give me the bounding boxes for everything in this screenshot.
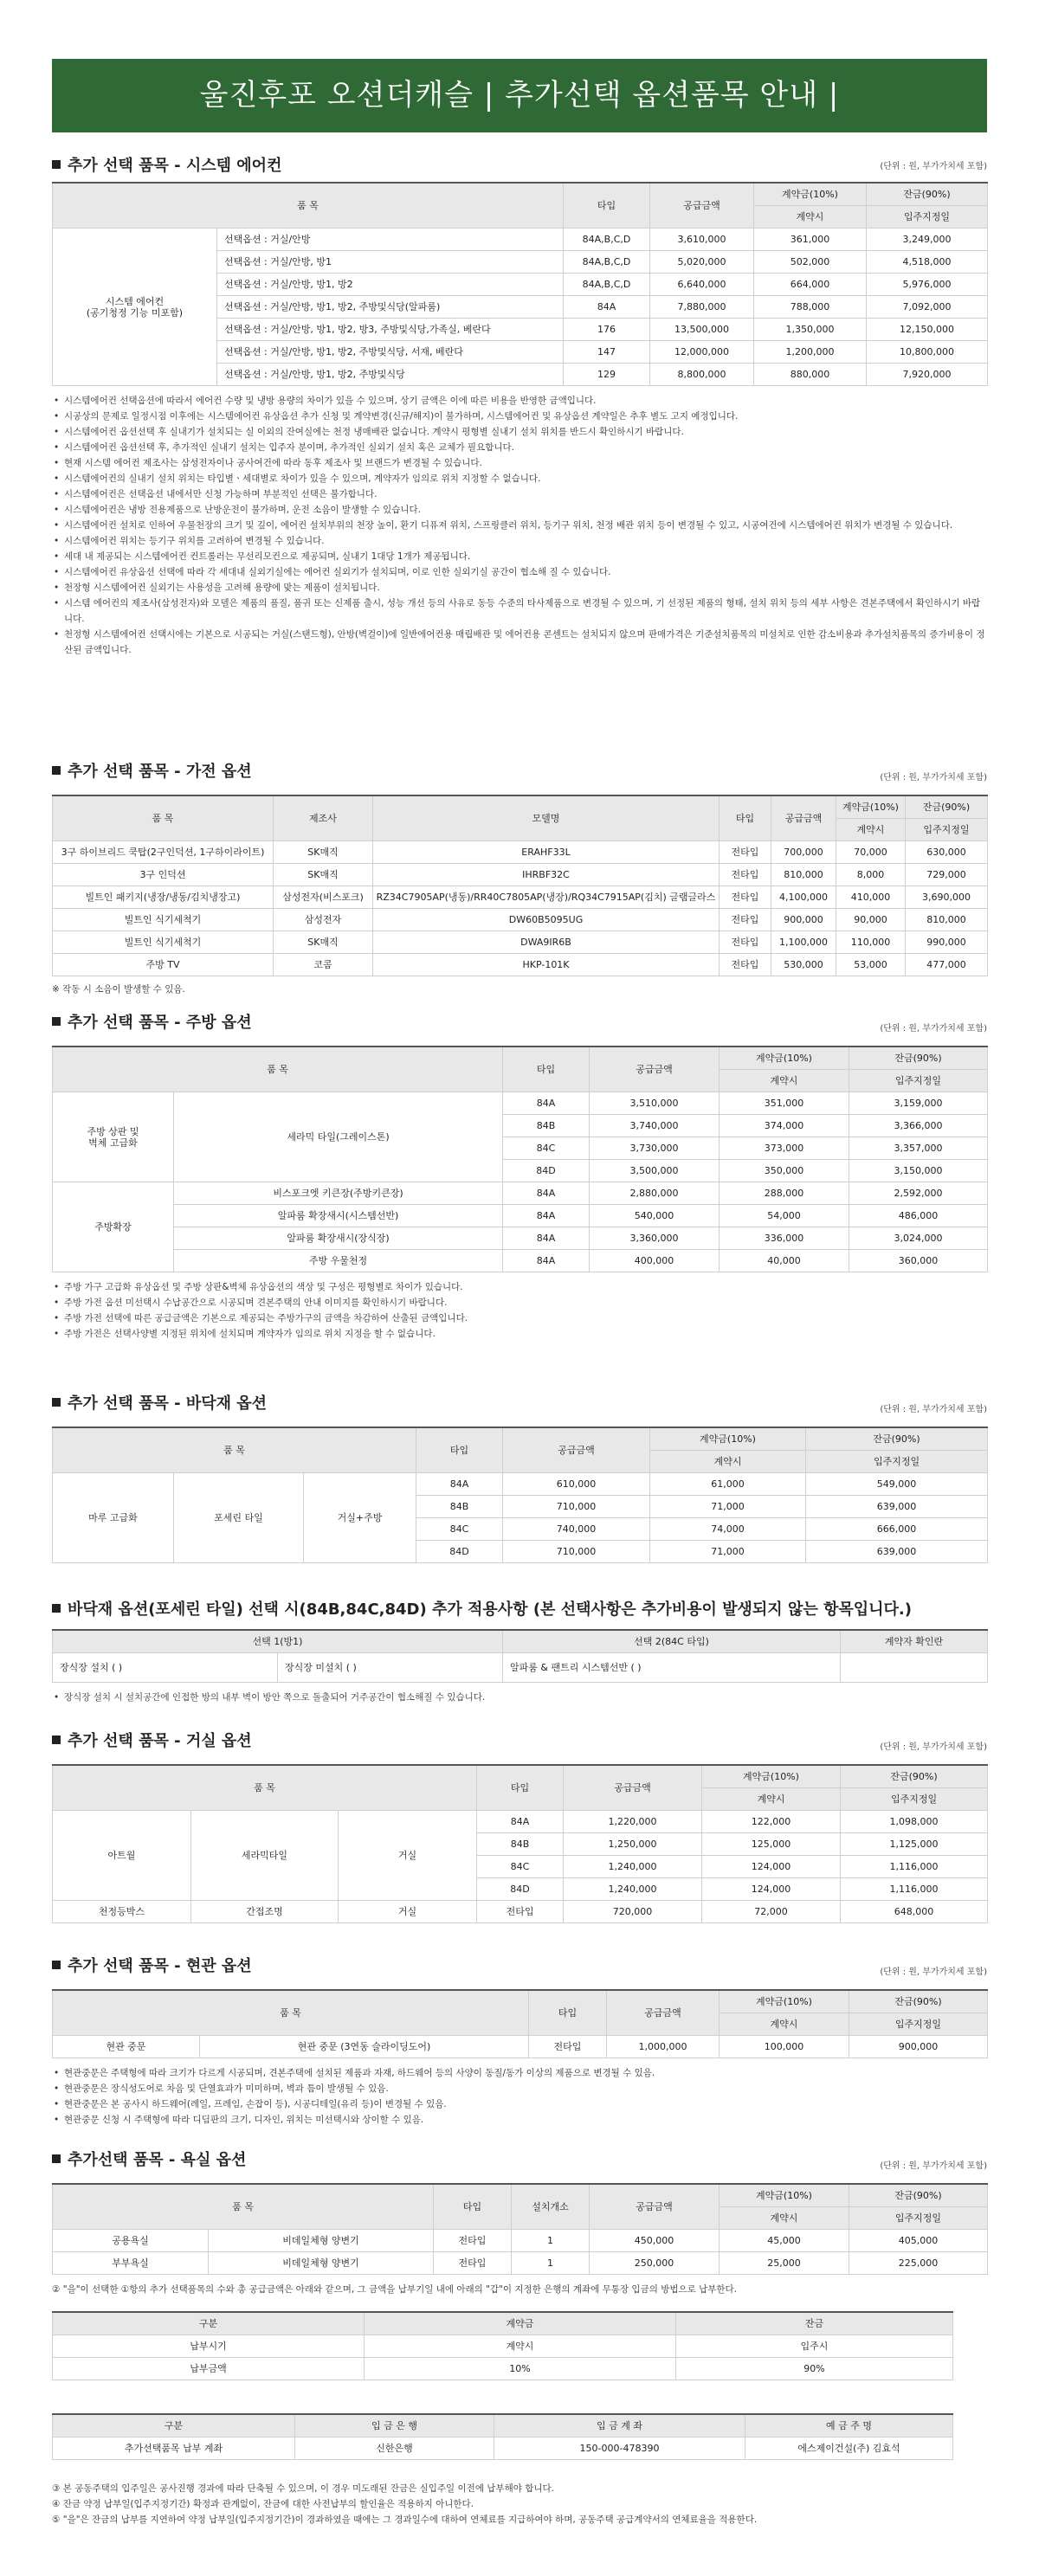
bath-table: 품 목 타입 설치개소 공급금액 계약금(10%) 잔금(90%) 계약시 입주지정일 공용욕실 비데일체형 양변기 전타입 1 450,000 45,000 405,000 부부욕실 비데일체형 양변기 전타입 1 250,000 25,000 225,000 (52, 2183, 988, 2275)
table-row: 선택옵션 : 거실/안방, 방1, 방2, 주방및식당, 서재, 베란다 147 12,000,000 1,200,000 10,800,000 (53, 341, 988, 364)
entrance-table: 품 목 타입 공급금액 계약금(10%) 잔금(90%) 계약시 입주지정일 현관 중문 현관 중문 (3연동 슬라이딩도어) 전타입 1,000,000 100,000 900,000 (52, 1989, 988, 2058)
section-title: 추가 선택 품목 - 바닥재 옵션 (52, 1394, 987, 1414)
payment-table: 구분 계약금 잔금 납부시기 계약시 입주시 납부금액 10% 90% (52, 2311, 953, 2380)
kitchen-section (52, 1013, 987, 1342)
kitchen-notes: • 주방 가구 고급화 유상옵션 및 주방 상판&벽체 유상옵션의 색상 및 구성은 평형별로 차이가 있습니다. • 주방 가전 옵션 미선택시 수납공간으로 시공되며 견본주택의 안내 이미지를 확인하시기 바랍니다. • 주방 가전 선택에 따른 공급금액은 기본으로 제공되는 주방가구의 금액을 차감하여 산출된 금액입니다. • 주방 가전은 선택사양별 지정된 위치에 설치되며 계약자가 임의로 위치 지정을 할 수 없습니다. (52, 1279, 987, 1342)
living-section (52, 1731, 987, 1923)
living-table: 품 목 타입 공급금액 계약금(10%) 잔금(90%) 계약시 입주지정일 아트월 세라믹타일 거실 84A 1,220,000 122,000 1,098,000 84B 1,250,000 125,000 1,125,000 84C 1,240,000 124,000 1,116,000 84D 1,240,000 124,000 1,116,000 천정등박스 간접조명 거실 전타입 720,000 72,000 648,000 (52, 1764, 988, 1923)
table-row: 84D 1,240,000 124,000 1,116,000 (53, 1878, 988, 1901)
table-row: 선택옵션 : 거실/안방, 방1 84A,B,C,D 5,020,000 502,000 4,518,000 (53, 251, 988, 274)
section-title: 추가 선택 품목 - 시스템 에어컨 (52, 156, 987, 177)
table-row: 84C 740,000 74,000 666,000 (53, 1518, 988, 1541)
table-row: 아트월 세라믹타일 거실 84A 1,220,000 122,000 1,098,000 (53, 1811, 988, 1833)
table-row: 천정등박스 간접조명 거실 전타입 720,000 72,000 648,000 (53, 1901, 988, 1923)
table-row: 시스템 에어컨 (공기청정 기능 미포함) 선택옵션 : 거실/안방 84A,B,C,D 3,610,000 361,000 3,249,000 (53, 229, 988, 251)
payment-section (52, 2311, 952, 2380)
table-row: 알파룸 확장새시(장식장) 84A 3,360,000 336,000 3,024,000 (53, 1227, 988, 1250)
table-row: 빌트인 식기세척기 삼성전자 DW60B5095UG 전타입 900,000 90,000 810,000 (53, 909, 988, 931)
cabinet-no-install-check[interactable]: 장식장 미설치 ( ) (278, 1653, 503, 1683)
table-row: 주방 TV 코콤 HKP-101K 전타입 530,000 53,000 477,000 (53, 954, 988, 976)
tile-note-table: 선택 1(방1) 선택 2(84C 타입) 계약자 확인란 장식장 설치 ( ) 장식장 미설치 ( ) 알파룸 & 팬트리 시스템선반 ( ) (52, 1629, 988, 1683)
section-title: 추가 선택 품목 - 가전 옵션 (52, 762, 987, 782)
table-row: 주방 우물천정 84A 400,000 40,000 360,000 (53, 1250, 988, 1272)
table-row: 84C 1,240,000 124,000 1,116,000 (53, 1856, 988, 1878)
bath-note: ② "을"이 선택한 ①항의 추가 선택품목의 수와 총 공급금액은 아래와 같으며, 그 금액을 납부기일 내에 아래의 "갑"이 지정한 은행의 계좌에 무통장 입금의 방법으로 납부한다. (52, 2284, 738, 2295)
entrance-notes: • 현관중문은 주택형에 따라 크기가 다르게 시공되며, 견본주택에 설치된 제품과 자재, 하드웨어 등의 사양이 동질/동가 이상의 제품으로 변경될 수 있음. • 현관중문은 장식성도어로 차음 및 단열효과가 미미하며, 벽과 틈이 발생될 수 있음. • 현관중문은 본 공사시 하드웨어(레일, 프레임, 손잡이 등), 시공디테일(유리 등)이 변경될 수 있음. • 현관중문 신청 시 주택형에 따라 디딤판의 크기, 디자인, 위치는 미선택시와 상이할 수 있음. (52, 2065, 987, 2128)
table-row: 선택옵션 : 거실/안방, 방1, 방2, 주방및식당 129 8,800,000 880,000 7,920,000 (53, 364, 988, 386)
table-row: 부부욕실 비데일체형 양변기 전타입 1 250,000 25,000 225,000 (53, 2252, 988, 2275)
table-row: 주방 상판 및 벽체 고급화 세라믹 타일(그레이스톤) 84A 3,510,000 351,000 3,159,000 (53, 1092, 988, 1115)
page-title: 울진후포 오션더캐슬 | 추가선택 옵션품목 안내 | (52, 59, 987, 132)
table-row: 빌트인 식기세척기 SK매직 DWA9IR6B 전타입 1,100,000 110,000 990,000 (53, 931, 988, 954)
tile-notes: • 장식장 설치 시 설치공간에 인접한 방의 내부 벽이 방안 쪽으로 돌출되어 거주공간이 협소해질 수 있습니다. (52, 1690, 987, 1705)
floor-table: 품 목 타입 공급금액 계약금(10%) 잔금(90%) 계약시 입주지정일 마루 고급화 포세린 타일 거실+주방 84A 610,000 61,000 549,000 84B 710,000 71,000 639,000 84C 740,000 74,000 666,000 84D 710,000 71,000 639,000 (52, 1426, 988, 1563)
table-row: 84C 3,730,000 373,000 3,357,000 (53, 1137, 988, 1160)
table-row: 84B 710,000 71,000 639,000 (53, 1496, 988, 1518)
unit-label: (단위 : 원, 부가가치세 포함) (880, 1967, 987, 1977)
aircon-notes: • 시스템에어컨 선택옵션에 따라서 에어컨 수량 및 냉방 용량의 차이가 있을 수 있으며, 상기 금액은 이에 따른 비용을 반영한 금액입니다. • 시공상의 문제로 일정시점 이후에는 시스템에어컨 유상옵션 추가 신청 및 계약변경(신규/해지)이 불가하며, 시스템에어컨 및 유상옵션 계약일은 추후 별도 고지 예정입니다. • 시스템에어컨 옵션선택 후 실내기가 설치되는 실 이외의 잔여실에는 천정 냉매배관 없습니다. 계약시 평형별 실내기 설치 위치를 반드시 확인하시기 바랍니다. • 시스템에어컨 옵션선택 후, 추가적인 실내기 설치는 입주자 분이며, 추가적인 실외기 설치 혹은 교체가 필요합니다. • 현재 시스템 에어컨 제조사는 삼성전자이나 공사여건에 따라 동후 제조사 및 브랜드가 변경될 수 있습니다. • 시스템에어컨의 실내기 설치 위치는 타입별ㆍ세대별로 차이가 있을 수 있으며, 계약자가 임의로 위치 지정할 수 없습니다. • 시스템에어컨은 선택옵션 내에서만 신청 가능하며 부분적인 선택은 불가합니다. • 시스템에어컨은 냉방 전용제품으로 난방운전이 불가하며, 운전 소음이 발생할 수 있습니다. • 시스템에어컨 설치로 인하여 우물천장의 크기 및 깊이, 에어컨 설치부위의 천장 높이, 환기 디퓨져 위치, 스프링클러 위치, 등기구 위치, 천정 배관 위치 등이 변경될 수 있고, 시공여건에 시스템에어컨 위치가 변경될 수 있습니다. • 시스템에어컨 위치는 등기구 위치를 고려하여 변경될 수 있습니다. • 세대 내 제공되는 시스템에어컨 컨트롤러는 무선리모컨으로 제공되며, 실내기 1대당 1개가 제공됩니다. • 시스템에어컨 유상옵션 선택에 따라 각 세대내 실외기실에는 에어컨 실외기가 설치되며, 이로 인한 실외기실 공간이 협소해 질 수 있습니다. • 천장형 시스템에어컨 실외기는 사용성을 고려해 용량에 맞는 제품이 설치됩니다. • 시스템 에어컨의 제조사(삼성전자)와 모델은 제품의 품질, 품귀 또는 신제품 출시, 성능 개선 등의 사유로 동등 수준의 타사제품으로 변경될 수 있으며, 기 선정된 제품의 형태, 설치 위치 등의 세부 사항은 견본주택에서 확인하시기 바랍니다. • 천정형 시스템에어컨 선택시에는 기본으로 시공되는 거실(스탠드형), 안방(벽걸이)에 일반에어컨용 매립배관 및 에어컨용 콘센트는 설치되지 않으며 판매가격은 기준설치품목의 미설치로 인한 감소비용과 추가설치품목의 증가비용이 정산된 금액입니다. (52, 393, 987, 658)
unit-label: (단위 : 원, 부가가치세 포함) (880, 773, 987, 782)
entrance-section (52, 1956, 987, 2128)
appliance-note: ※ 작동 시 소음이 발생할 수 있음. (52, 984, 185, 995)
table-row: 주방확장 비스포크엣 키큰장(주방키큰장) 84A 2,880,000 288,000 2,592,000 (53, 1182, 988, 1205)
appliance-table: 품 목 제조사 모델명 타입 공급금액 계약금(10%) 잔금(90%) 계약시 입주지정일 3구 하이브리드 쿡탑(2구인덕션, 1구하이라이트) SK매직 ERAHF33L 전타입 700,000 70,000 630,000 3구 인덕션 SK매직 IHRBF32C 전타입 810,000 8,000 729,000 빌트인 패키지(냉장/냉동/김치냉장고) 삼성전자(비스포크) RZ34C7905AP(냉동)/RR40C7805AP(냉장)/RQ34C7915AP(김치) 글램글라스 전타입 4,100,000 410,000 3,690,000 빌트인 식기세척기 삼성전자 DW60B5095UG 전타입 900,000 90,000 810,000 빌트인 식기세척기 SK매직 DWA9IR6B 전타입 1,100,000 110,000 990,000 주방 TV 코콤 HKP-101K 전타입 530,000 53,000 477,000 (52, 795, 988, 976)
section-title: 바닥재 옵션(포세린 타일) 선택 시(84B,84C,84D) 추가 적용사항 (본 선택사항은 추가비용이 발생되지 않는 항목입니다.) (52, 1600, 987, 1620)
alpha-room-shelf-check[interactable]: 알파룸 & 팬트리 시스템선반 ( ) (503, 1653, 841, 1683)
table-row: 3구 하이브리드 쿡탑(2구인덕션, 1구하이라이트) SK매직 ERAHF33L 전타입 700,000 70,000 630,000 (53, 841, 988, 864)
cabinet-install-check[interactable]: 장식장 설치 ( ) (53, 1653, 278, 1683)
tile-note-section (52, 1600, 987, 1705)
table-row: 84D 3,500,000 350,000 3,150,000 (53, 1160, 988, 1182)
section-title: 추가 선택 품목 - 거실 옵션 (52, 1731, 987, 1752)
table-row: 선택옵션 : 거실/안방, 방1, 방2 84A,B,C,D 6,640,000 664,000 5,976,000 (53, 274, 988, 296)
aircon-section (52, 156, 987, 658)
final-notes: ③ 본 공동주택의 입주일은 공사진행 경과에 따라 단축될 수 있으며, 이 경우 미도래된 잔금은 실입주일 이전에 납부해야 합니다. ④ 잔금 약정 납부일(입주지정기간) 확정과 관계없이, 잔금에 대한 사전납부의 할인율은 적용하지 아니한다. ⑤ "을"은 잔금의 납부를 지연하여 약정 납부일(입주지정기간)이 경과하였을 때에는 그 경과일수에 대하여 연체료를 지급하여야 하며, 공동주택 공급계약서의 연체료율을 적용한다. (52, 2483, 758, 2525)
unit-label: (단위 : 원, 부가가치세 포함) (880, 1024, 987, 1034)
table-row: 알파룸 확장새시(시스템선반) 84A 540,000 54,000 486,000 (53, 1205, 988, 1227)
table-row: 선택옵션 : 거실/안방, 방1, 방2, 방3, 주방및식당,가족실, 베란다 176 13,500,000 1,350,000 12,150,000 (53, 319, 988, 341)
unit-label: (단위 : 원, 부가가치세 포함) (880, 162, 987, 171)
account-table: 구분 입 금 은 행 입 금 계 좌 예 금 주 명 추가선택품목 납부 계좌 신한은행 150-000-478390 에스제이건설(주) 김효석 (52, 2413, 953, 2460)
contractor-confirm-field[interactable] (841, 1653, 988, 1683)
floor-section (52, 1394, 987, 1563)
kitchen-table: 품 목 타입 공급금액 계약금(10%) 잔금(90%) 계약시 입주지정일 주방 상판 및 벽체 고급화 세라믹 타일(그레이스톤) 84A 3,510,000 351,000 3,159,000 84B 3,740,000 374,000 3,366,000 84C 3,730,000 373,000 3,357,000 84D 3,500,000 350,000 3,150,000 주방확장 비스포크엣 키큰장(주방키큰장) 84A 2,880,000 288,000 2,592,000 알파룸 확장새시(시스템선반) 84A 540,000 54,000 486,000 알파룸 확장새시(장식장) 84A 3,360,000 336,000 3,024,000 주방 우물천정 84A 400,000 40,000 360,000 (52, 1046, 988, 1272)
table-row: 84B 1,250,000 125,000 1,125,000 (53, 1833, 988, 1856)
unit-label: (단위 : 원, 부가가치세 포함) (880, 1742, 987, 1752)
unit-label: (단위 : 원, 부가가치세 포함) (880, 2161, 987, 2171)
section-title: 추가선택 품목 - 욕실 옵션 (52, 2150, 987, 2171)
table-row: 공용욕실 비데일체형 양변기 전타입 1 450,000 45,000 405,000 (53, 2230, 988, 2252)
aircon-table: 품 목 타입 공급금액 계약금(10%) 잔금(90%) 계약시 입주지정일 시스템 에어컨 (공기청정 기능 미포함) 선택옵션 : 거실/안방 84A,B,C,D 3,610,000 361,000 3,249,000 선택옵션 : 거실/안방, 방1 84A,B,C,D 5,020,000 502,000 4,518,000 선택옵션 : 거실/안방, 방1, 방2 84A,B,C,D 6,640,000 664,000 5,976,000 선택옵션 : 거실/안방, 방1, 방2, 주방및식당(알파룸) 84A 7,880,000 788,000 7,092,000 선택옵션 : 거실/안방, 방1, 방2, 방3, 주방및식당,가족실, 베란다 176 13,500,000 1,350,000 12,150,000 선택옵션 : 거실/안방, 방1, 방2, 주방및식당, 서재, 베란다 147 12,000,000 1,200,000 10,800,000 선택옵션 : 거실/안방, 방1, 방2, 주방및식당 129 8,800,000 880,000 7,920,000 (52, 182, 988, 386)
account-section (52, 2413, 952, 2460)
table-row: 선택옵션 : 거실/안방, 방1, 방2, 주방및식당(알파룸) 84A 7,880,000 788,000 7,092,000 (53, 296, 988, 319)
appliance-section (52, 762, 987, 997)
table-row: 마루 고급화 포세린 타일 거실+주방 84A 610,000 61,000 549,000 (53, 1473, 988, 1496)
unit-label: (단위 : 원, 부가가치세 포함) (880, 1405, 987, 1414)
table-row: 84D 710,000 71,000 639,000 (53, 1541, 988, 1563)
table-row: 3구 인덕션 SK매직 IHRBF32C 전타입 810,000 8,000 729,000 (53, 864, 988, 886)
section-title: 추가 선택 품목 - 현관 옵션 (52, 1956, 987, 1977)
table-row: 빌트인 패키지(냉장/냉동/김치냉장고) 삼성전자(비스포크) RZ34C7905AP(냉동)/RR40C7805AP(냉장)/RQ34C7915AP(김치) 글램글라스 전타입 4,100,000 410,000 3,690,000 (53, 886, 988, 909)
section-title: 추가 선택 품목 - 주방 옵션 (52, 1013, 987, 1034)
bath-section (52, 2150, 987, 2297)
table-row: 84B 3,740,000 374,000 3,366,000 (53, 1115, 988, 1137)
